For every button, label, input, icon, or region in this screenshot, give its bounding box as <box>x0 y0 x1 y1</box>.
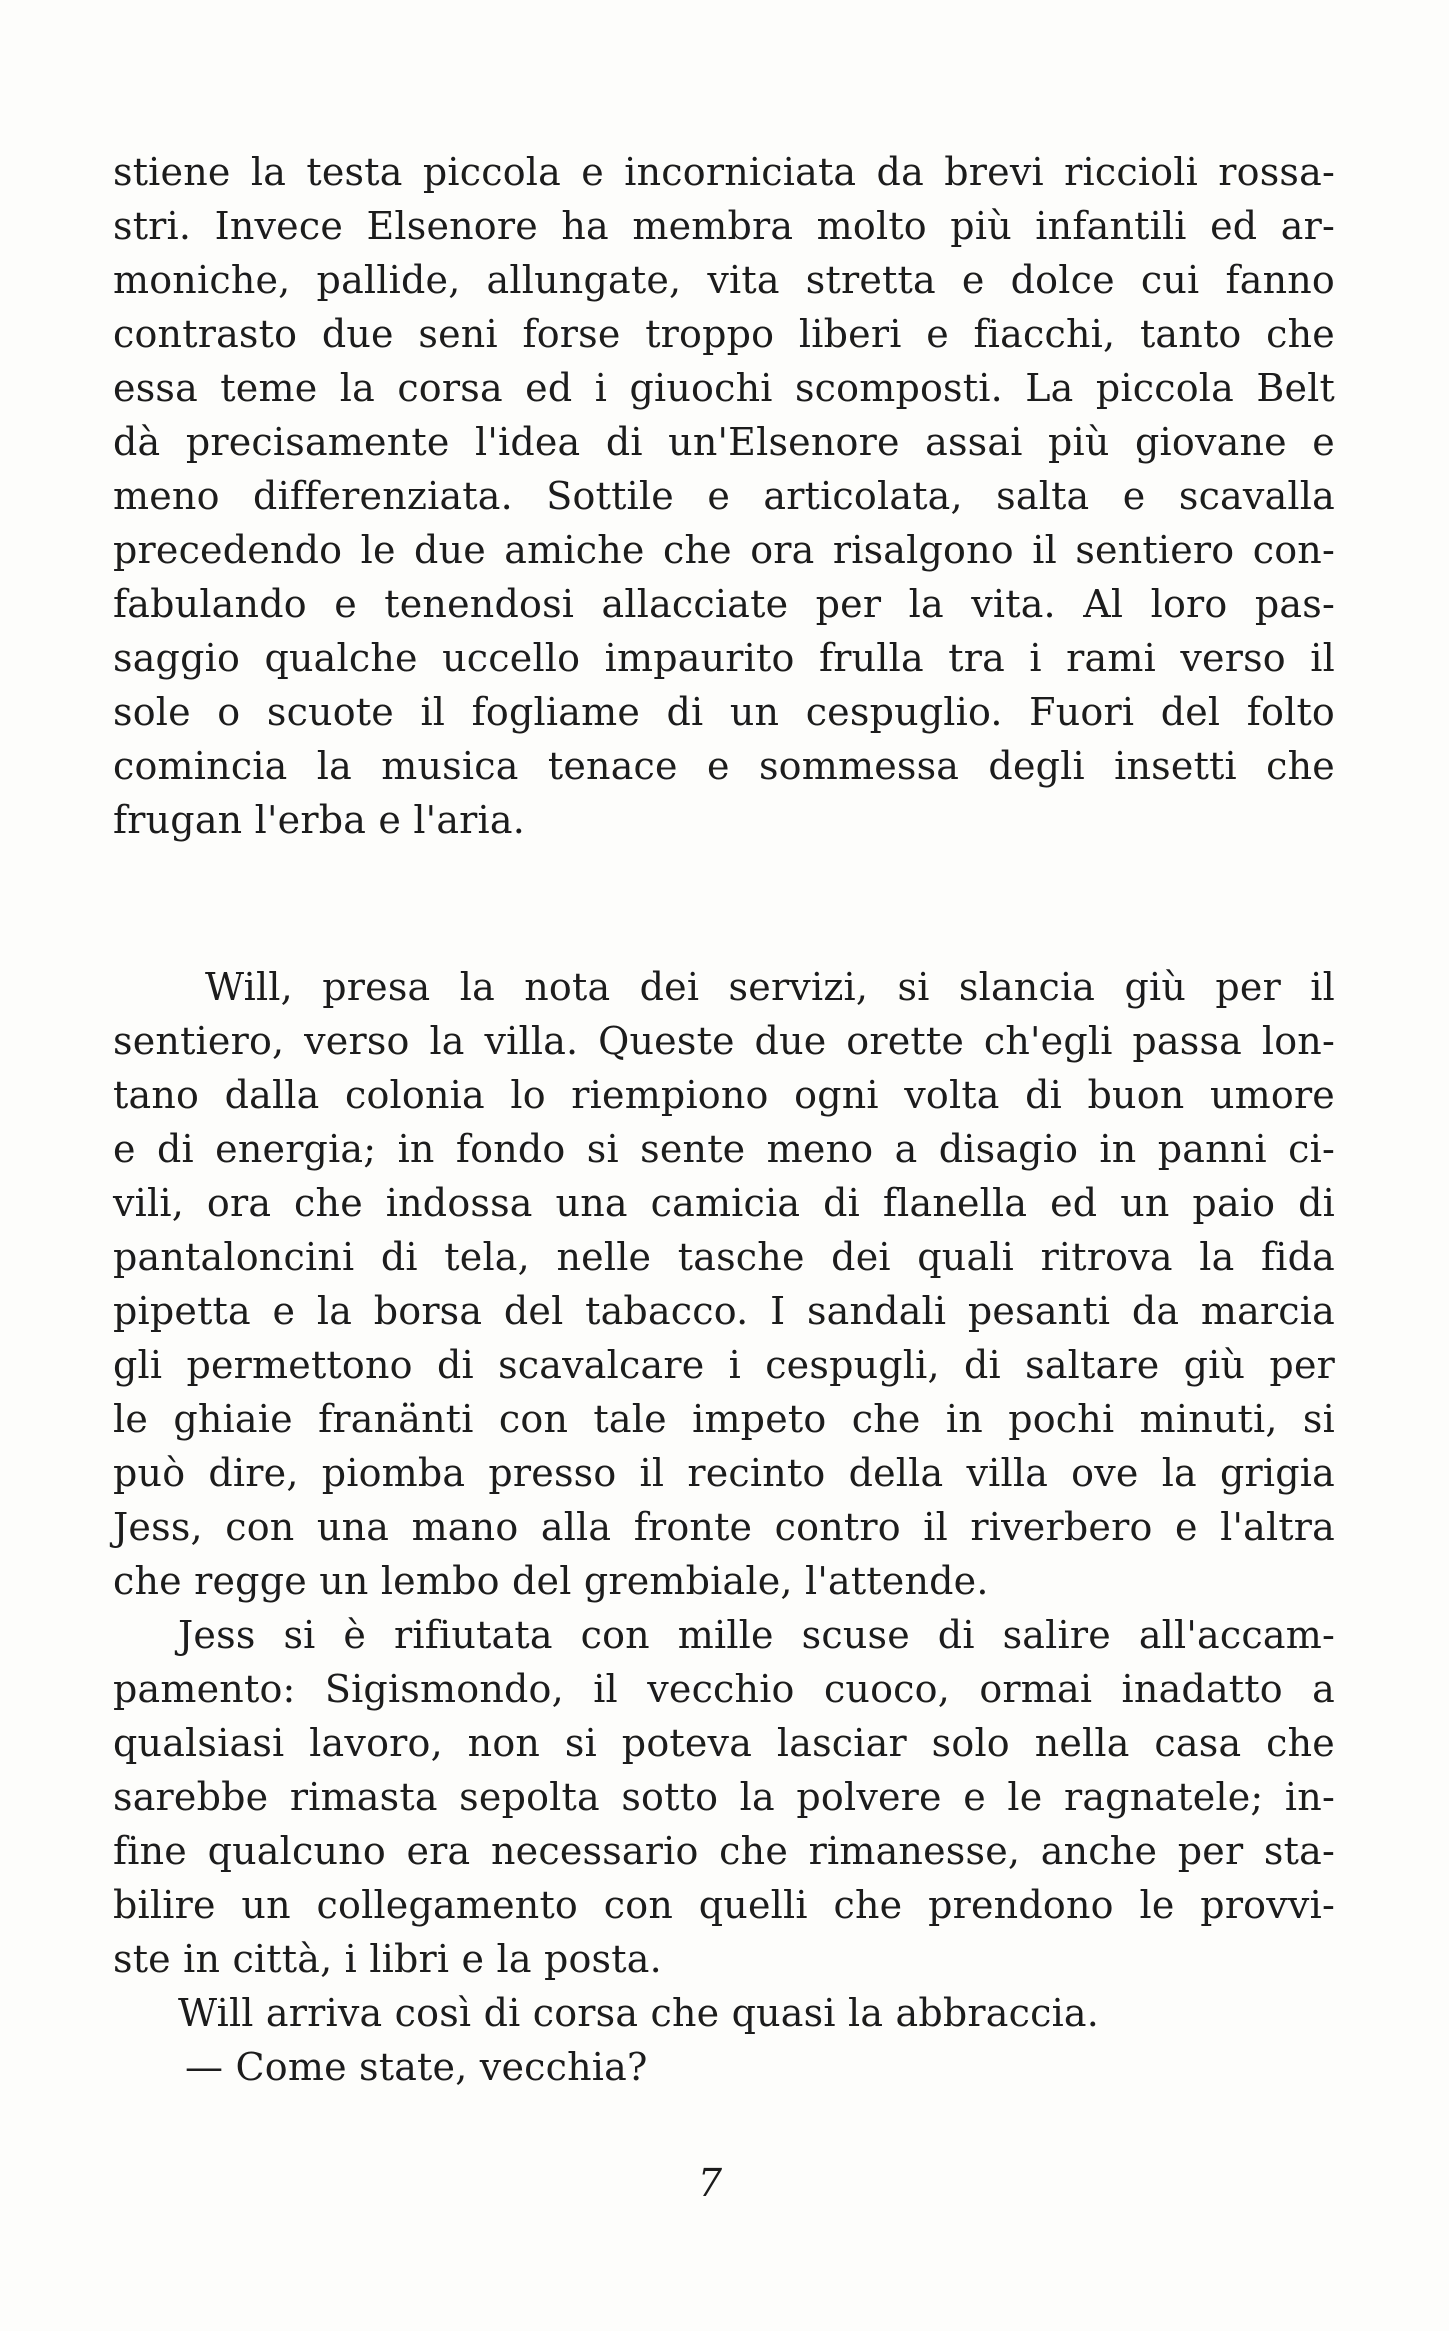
text-line: stiene la testa piccola e incorniciata da brevi riccioli rossa- <box>113 150 1335 194</box>
text-line: tano dalla colonia lo riempiono ogni volta di buon umore <box>113 1073 1335 1117</box>
text-line: Will arriva così di corsa che quasi la abbraccia. <box>178 1991 1100 2035</box>
text-line: pamento: Sigismondo, il vecchio cuoco, ormai inadatto a <box>113 1667 1335 1711</box>
text-line: essa teme la corsa ed i giuochi scomposti. La piccola Belt <box>113 366 1335 410</box>
text-line: gli permettono di scavalcare i cespugli, di saltare giù per <box>113 1343 1335 1387</box>
text-line: fabulando e tenendosi allacciate per la vita. Al loro pas- <box>113 582 1335 626</box>
text-line: bilire un collegamento con quelli che prendono le provvi- <box>113 1883 1335 1927</box>
text-line: pantaloncini di tela, nelle tasche dei quali ritrova la fida <box>113 1235 1335 1279</box>
text-line: qualsiasi lavoro, non si poteva lasciar solo nella casa che <box>113 1721 1335 1765</box>
text-line: contrasto due seni forse troppo liberi e fiacchi, tanto che <box>113 312 1335 356</box>
text-line: Jess si è rifiutata con mille scuse di salire all'accam- <box>178 1613 1335 1657</box>
text-line: ste in città, i libri e la posta. <box>113 1937 662 1981</box>
text-line: dà precisamente l'idea di un'Elsenore assai più giovane e <box>113 420 1335 464</box>
text-line: Jess, con una mano alla fronte contro il riverbero e l'altra <box>113 1505 1335 1549</box>
text-line: stri. Invece Elsenore ha membra molto più infantili ed ar- <box>113 204 1335 248</box>
page-number: 7 <box>697 2161 723 2205</box>
text-line: precedendo le due amiche che ora risalgono il sentiero con- <box>113 528 1335 572</box>
text-line: frugan l'erba e l'aria. <box>113 798 526 842</box>
text-line: comincia la musica tenace e sommessa degli insetti che <box>113 744 1335 788</box>
text-line: sarebbe rimasta sepolta sotto la polvere e le ragnatele; in- <box>113 1775 1335 1819</box>
text-line: meno differenziata. Sottile e articolata, salta e scavalla <box>113 474 1335 518</box>
text-line: e di energia; in fondo si sente meno a disagio in panni ci- <box>113 1127 1335 1171</box>
text-line: saggio qualche uccello impaurito frulla tra i rami verso il <box>113 636 1335 680</box>
text-line: che regge un lembo del grembiale, l'attende. <box>113 1559 989 1603</box>
text-line: Will, presa la nota dei servizi, si slancia giù per il <box>205 965 1335 1009</box>
text-line: pipetta e la borsa del tabacco. I sandali pesanti da marcia <box>113 1289 1335 1333</box>
text-line: moniche, pallide, allungate, vita stretta e dolce cui fanno <box>113 258 1335 302</box>
text-line: fine qualcuno era necessario che rimanesse, anche per sta- <box>113 1829 1335 1873</box>
text-line: sole o scuote il fogliame di un cespuglio. Fuori del folto <box>113 690 1335 734</box>
text-line: sentiero, verso la villa. Queste due orette ch'egli passa lon- <box>113 1019 1335 1063</box>
text-line: le ghiaie franänti con tale impeto che in pochi minuti, si <box>113 1397 1335 1441</box>
text-line: vili, ora che indossa una camicia di flanella ed un paio di <box>113 1181 1335 1225</box>
text-line: può dire, piomba presso il recinto della villa ove la grigia <box>113 1451 1335 1495</box>
text-line: — Come state, vecchia? <box>185 2045 648 2089</box>
